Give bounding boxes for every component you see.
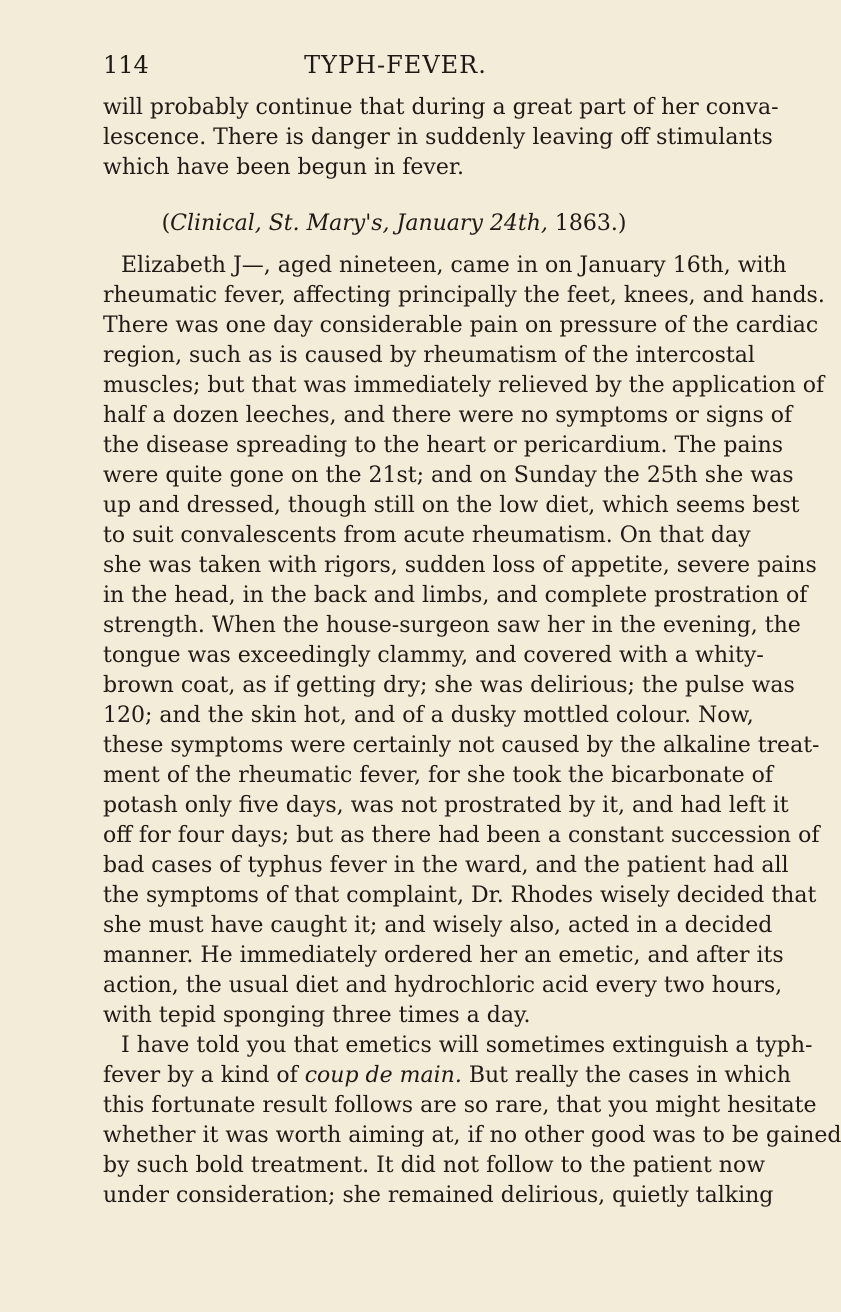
text-line: brown coat, as if getting dry; she was delirious; the pulse was [103, 673, 795, 698]
paragraph-1 [103, 93, 779, 183]
running-title: TYPH-FEVER. [304, 51, 487, 79]
text-line: rheumatic fever, affecting principally the feet, knees, and hands. [103, 283, 825, 308]
italic-phrase: coup de main. [304, 1063, 462, 1088]
text-line: Elizabeth J—, aged nineteen, came in on January 16th, with [121, 253, 787, 278]
text-line: up and dressed, though still on the low diet, which seems best [103, 493, 800, 518]
text-line: this fortunate result follows are so rare, that you might hesitate [103, 1093, 817, 1118]
text-line: There was one day considerable pain on pressure of the cardiac [103, 313, 819, 338]
text-line: she must have caught it; and wisely also, acted in a decided [103, 913, 773, 938]
text-line: the disease spreading to the heart or pericardium. The pains [103, 433, 784, 458]
text-line: off for four days; but as there had been a constant succession of [103, 823, 820, 848]
text-line: she was taken with rigors, sudden loss of appetite, severe pains [103, 553, 817, 578]
text-line: these symptoms were certainly not caused by the alkaline treat- [103, 733, 820, 758]
text-line: the symptoms of that complaint, Dr. Rhodes wisely decided that [103, 883, 817, 908]
text-line: region, such as is caused by rheumatism of the intercostal [103, 343, 755, 368]
dateline-open: ( [161, 211, 171, 236]
text-line: manner. He immediately ordered her an emetic, and after its [103, 943, 784, 968]
text-line: tongue was exceedingly clammy, and covered with a whity- [103, 643, 764, 668]
text-line: under consideration; she remained delirious, quietly talking [103, 1183, 774, 1208]
text-line: will probably continue that during a great part of her conva- [103, 95, 779, 120]
text-line: potash only five days, was not prostrated by it, and had left it [103, 793, 789, 818]
text-line: lescence. There is danger in suddenly leaving off stimulants [103, 125, 773, 150]
text-line: 120; and the skin hot, and of a dusky mottled colour. Now, [103, 703, 754, 728]
text-line: by such bold treatment. It did not follow to the patient now [103, 1153, 766, 1178]
text-line-with-italic [103, 1061, 791, 1091]
text-line: half a dozen leeches, and there were no symptoms or signs of [103, 403, 793, 428]
clinical-dateline [103, 209, 685, 239]
text-line: to suit convalescents from acute rheumatism. On that day [103, 523, 751, 548]
paragraph-3 [103, 1031, 841, 1211]
body-text [103, 93, 841, 1211]
dateline-italic: Clinical, St. Mary's, January 24th, [170, 211, 548, 236]
text-line: action, the usual diet and hydrochloric acid every two hours, [103, 973, 783, 998]
text-line: were quite gone on the 21st; and on Sunday the 25th she was [103, 463, 794, 488]
running-head [103, 50, 688, 80]
text-line: bad cases of typhus fever in the ward, and the patient had all [103, 853, 789, 878]
text-line: strength. When the house-surgeon saw her in the evening, the [103, 613, 801, 638]
text-line: I have told you that emetics will sometimes extinguish a typh- [121, 1033, 813, 1058]
text-run: But really the cases in which [461, 1063, 791, 1088]
text-run: fever by a kind of [103, 1063, 305, 1088]
dateline-year: 1863.) [547, 211, 627, 236]
text-line: with tepid sponging three times a day. [103, 1003, 531, 1028]
text-line: which have been begun in fever. [103, 155, 464, 180]
text-line: in the head, in the back and limbs, and complete prostration of [103, 583, 808, 608]
text-line: whether it was worth aiming at, if no other good was to be gained [103, 1123, 841, 1148]
paragraph-2 [103, 251, 825, 1031]
text-line: muscles; but that was immediately relieved by the application of [103, 373, 825, 398]
text-line: ment of the rheumatic fever, for she took the bicarbonate of [103, 763, 774, 788]
page-number: 114 [103, 51, 149, 79]
